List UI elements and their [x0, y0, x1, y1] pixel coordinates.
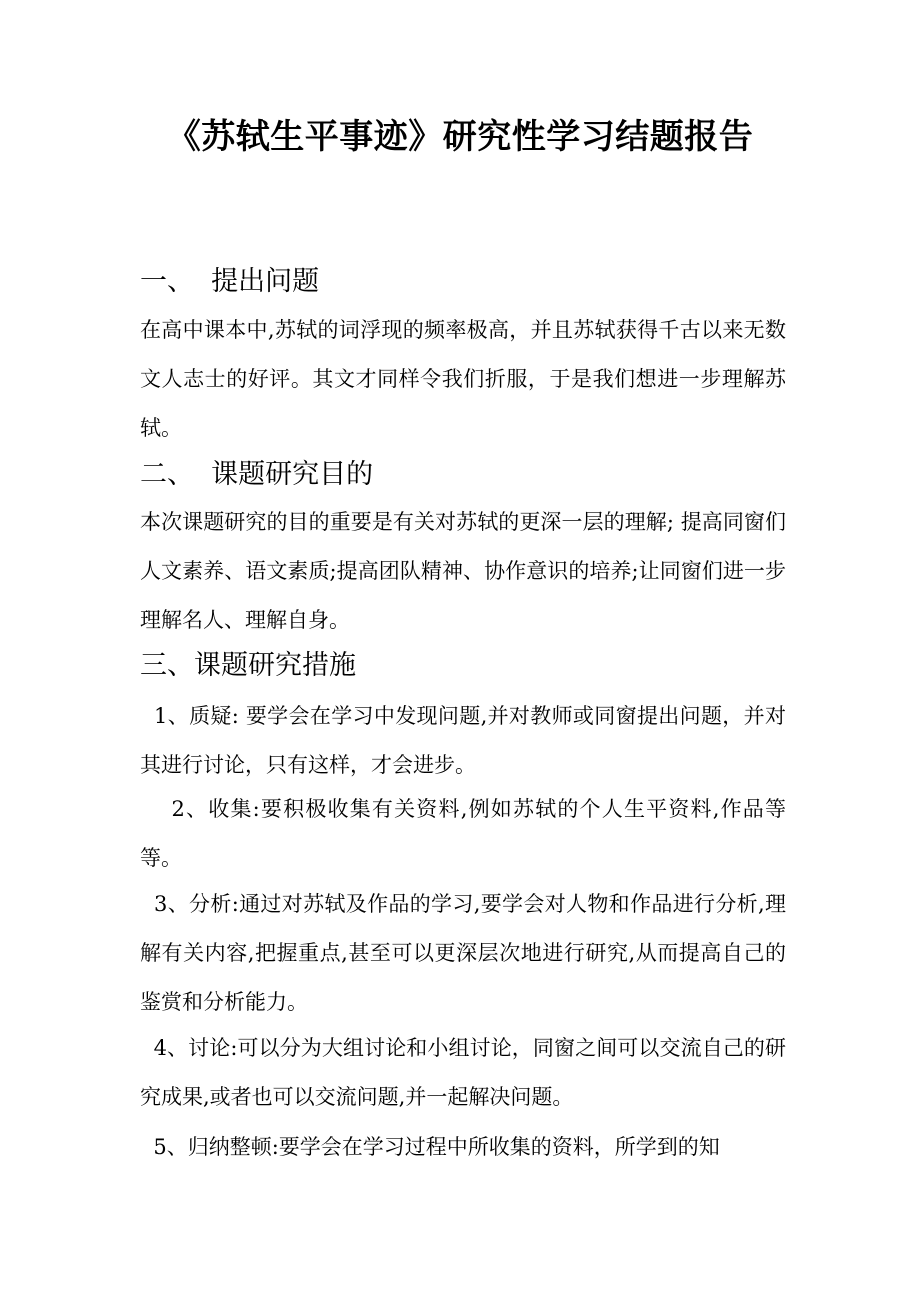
section-heading-1: 一、 提出问题 — [140, 266, 320, 297]
measure-item-3: 3、分析:通过对苏轼及作品的学习,要学会对人物和作品进行分析,理解有关内容,把握重点,甚至可以更深层次地进行研究,从而提高自己的鉴赏和分析能力。 — [140, 892, 786, 1014]
section-heading-3: 三、课题研究措施 — [140, 650, 356, 681]
measure-item-5: 5、归纳整顿:要学会在学习过程中所收集的资料，所学到的知 — [140, 1135, 720, 1159]
section-heading-2: 二、 课题研究目的 — [140, 459, 374, 490]
measure-item-2: 2、收集:要积极收集有关资料,例如苏轼的个人生平资料,作品等等。 — [140, 797, 786, 870]
section-1-paragraph: 在高中课本中,苏轼的词浮现的频率极高，并且苏轼获得千古以来无数文人志士的好评。其文才同样令我们折服，于是我们想进一步理解苏轼。 — [140, 318, 786, 440]
measure-item-4: 4、讨论:可以分为大组讨论和小组讨论，同窗之间可以交流自己的研究成果,或者也可以交流问题,并一起解决问题。 — [140, 1036, 786, 1109]
section-2-paragraph: 本次课题研究的目的重要是有关对苏轼的更深一层的理解; 提高同窗们人文素养、语文素质;提高团队精神、协作意识的培养;让同窗们进一步理解名人、理解自身。 — [140, 510, 786, 632]
measure-item-1: 1、质疑: 要学会在学习中发现问题,并对教师或同窗提出问题，并对其进行讨论，只有这样，才会进步。 — [140, 704, 786, 777]
document-title: 《苏轼生平事迹》研究性学习结题报告 — [166, 117, 754, 157]
